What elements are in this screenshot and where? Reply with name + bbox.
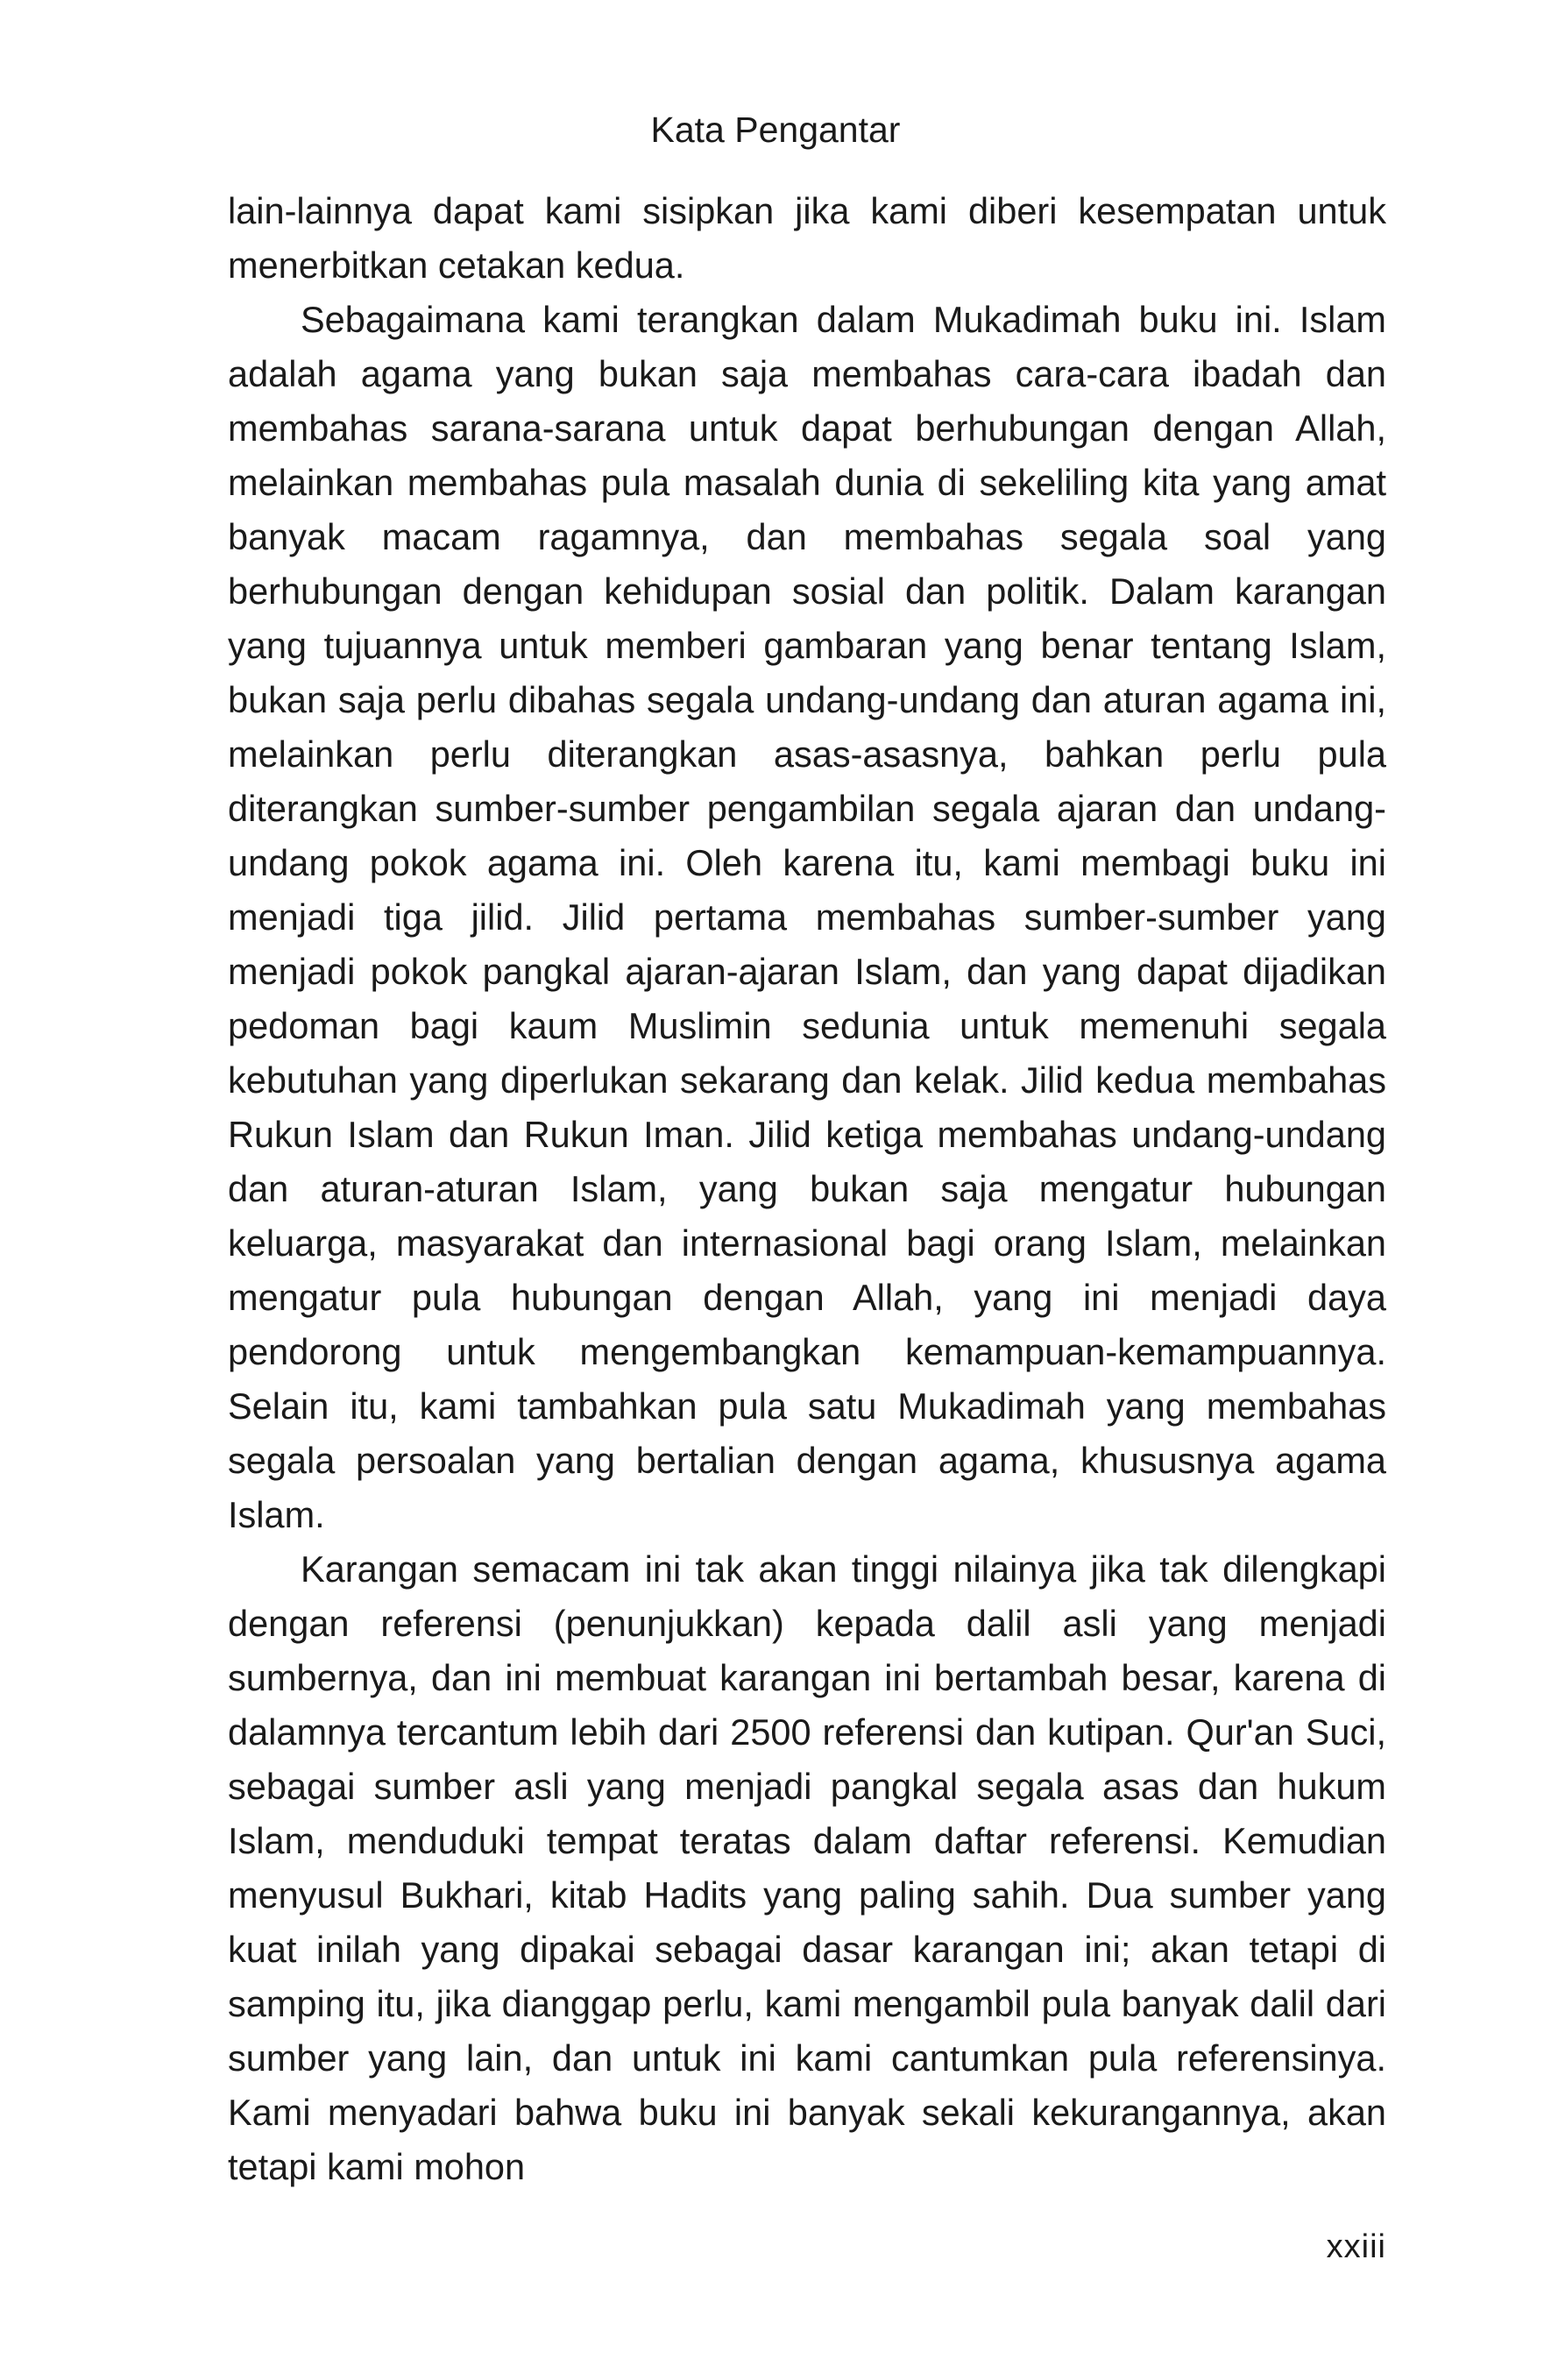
- paragraph: Karangan semacam ini tak akan tinggi nilainya jika tak dilengkapi dengan referensi (penunjukkan) kepada dalil asli yang menjadi sumbernya, dan ini membuat karangan ini bertambah besar, karena di dalamnya tercantum lebih dari 2500 referensi dan kutipan. Qur'an Suci, sebagai sumber asli yang menjadi pangkal segala asas dan hukum Islam, menduduki tempat teratas dalam daftar referensi. Kemudian menyusul Bukhari, kitab Hadits yang paling sahih. Dua sumber yang kuat inilah yang dipakai sebagai dasar karangan ini; akan tetapi di samping itu, jika dianggap perlu, kami mengambil pula banyak dalil dari sumber yang lain, dan untuk ini kami cantumkan pula referensinya. Kami menyadari bahwa buku ini banyak sekali kekurangannya, akan tetapi kami mohon: [228, 1548, 1386, 2187]
- page-number: xxiii: [1326, 2228, 1386, 2265]
- body-text: [228, 184, 1386, 2194]
- paragraph: Sebagaimana kami terangkan dalam Mukadimah buku ini. Islam adalah agama yang bukan saja membahas cara-cara ibadah dan membahas sarana-sarana untuk dapat berhubungan dengan Allah, melainkan membahas pula masalah dunia di sekeliling kita yang amat banyak macam ragamnya, dan membahas segala soal yang berhubungan dengan kehidupan sosial dan politik. Dalam karangan yang tujuannya untuk memberi gambaran yang benar tentang Islam, bukan saja perlu dibahas segala undang-undang dan aturan agama ini, melainkan perlu diterangkan asas-asasnya, bahkan perlu pula diterangkan sumber-sumber pengambilan segala ajaran dan undang-undang pokok agama ini. Oleh karena itu, kami membagi buku ini menjadi tiga jilid. Jilid pertama membahas sumber-sumber yang menjadi pokok pangkal ajaran-ajaran Islam, dan yang dapat dijadikan pedoman bagi kaum Muslimin sedunia untuk memenuhi segala kebutuhan yang diperlukan sekarang dan kelak. Jilid kedua membahas Rukun Islam dan Rukun Iman. Jilid ketiga membahas undang-undang dan aturan-aturan Islam, yang bukan saja mengatur hubungan keluarga, masyarakat dan internasional bagi orang Islam, melainkan mengatur pula hubungan dengan Allah, yang ini menjadi daya pendorong untuk mengembangkan kemampuan-kemampuannya. Selain itu, kami tambahkan pula satu Mukadimah yang membahas segala persoalan yang bertalian dengan agama, khususnya agama Islam.: [228, 299, 1386, 1535]
- running-header-title: Kata Pengantar: [650, 110, 901, 150]
- paragraph-continuation: lain-lainnya dapat kami sisipkan jika kami diberi kesempatan untuk menerbitkan cetakan kedua.: [228, 190, 1386, 286]
